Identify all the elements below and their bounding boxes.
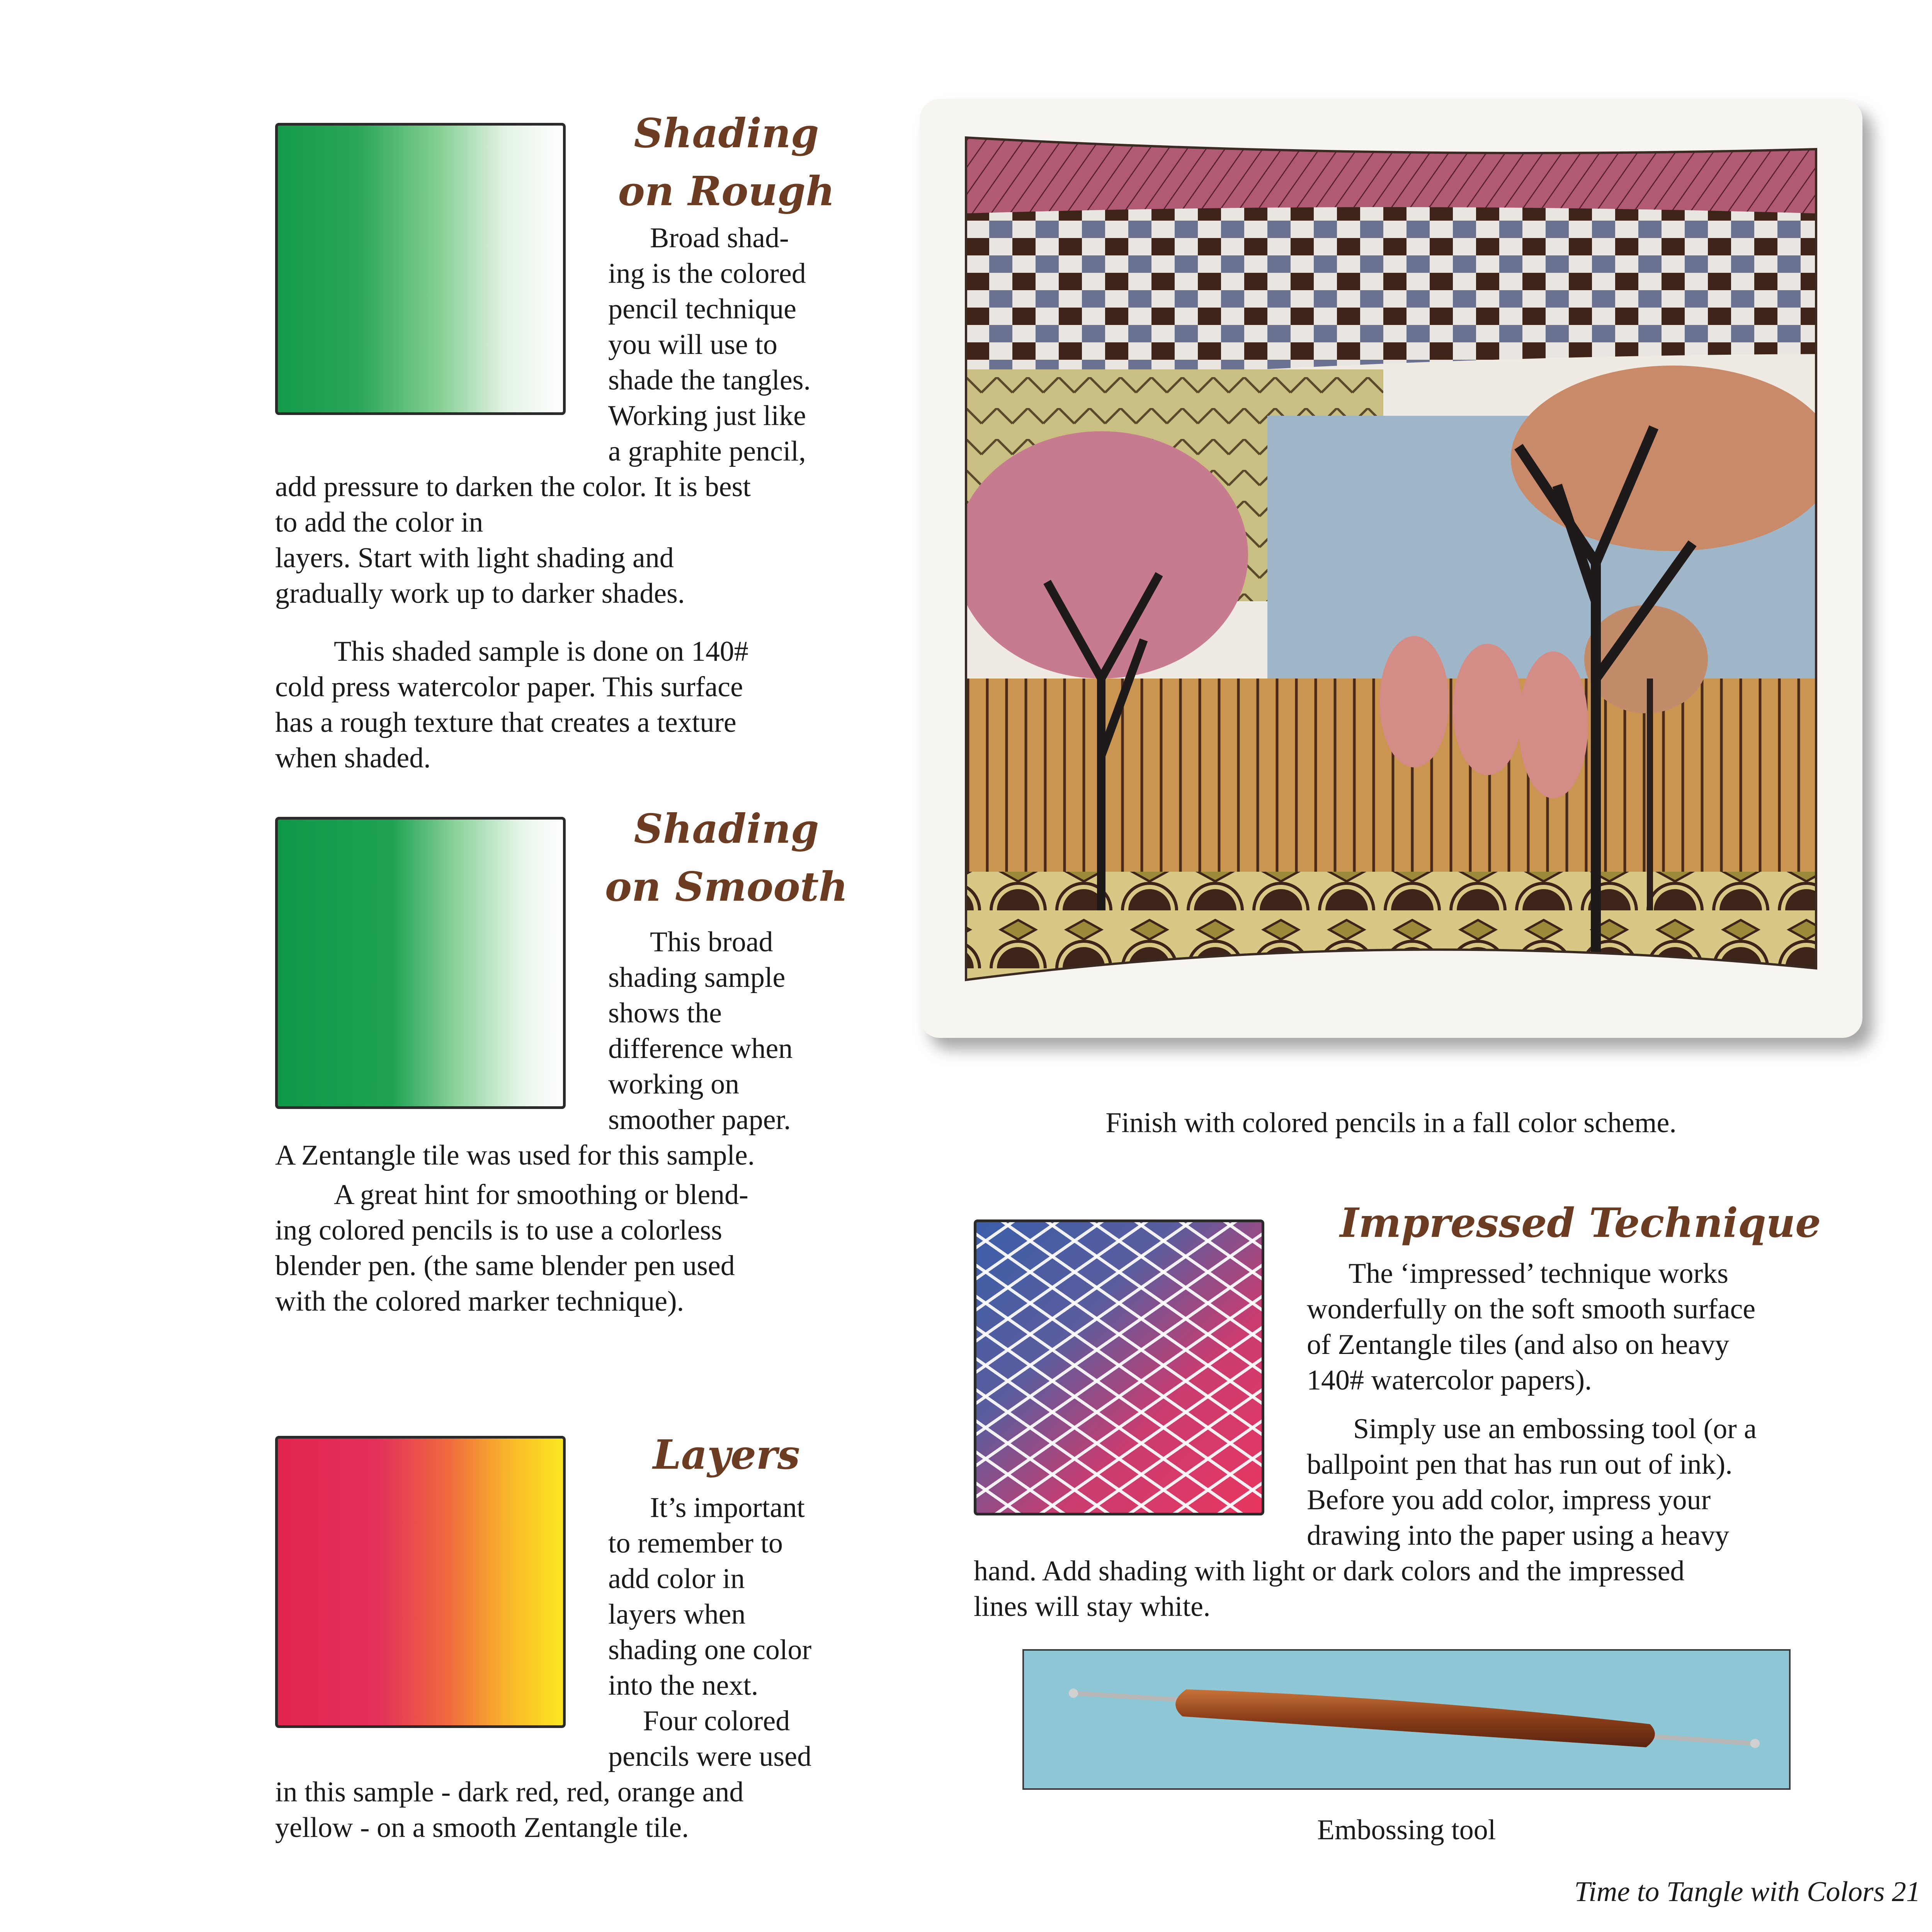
layers-line: shading one color	[608, 1634, 812, 1666]
layers-paragraph-1	[275, 1490, 811, 1703]
page-footer: Time to Tangle with Colors 21	[1574, 1876, 1920, 1908]
rough-heading-line1: Shading	[634, 109, 819, 157]
smooth-line: A great hint for smoothing or blend-	[334, 1179, 748, 1211]
layers-line: in this sample - dark red, red, orange and	[275, 1776, 744, 1808]
impressed-heading: Impressed Technique	[1340, 1199, 1821, 1247]
rough-line: Working just like	[608, 400, 806, 432]
impressed-line: drawing into the paper using a heavy	[1307, 1520, 1730, 1551]
rough-line: pencil technique	[608, 293, 796, 325]
layers-line: yellow - on a smooth Zentangle tile.	[275, 1812, 689, 1844]
layers-paragraph-2	[275, 1703, 811, 1845]
smooth-line: shading sample	[608, 962, 786, 993]
artwork-caption: Finish with colored pencils in a fall color scheme.	[1105, 1107, 1677, 1139]
layers-line: pencils were used	[608, 1741, 812, 1772]
smooth-heading	[587, 800, 866, 916]
smooth-heading-line2: on Smooth	[605, 863, 848, 910]
smooth-line: blender pen. (the same blender pen used	[275, 1250, 735, 1282]
impressed-line: Simply use an embossing tool (or a	[1353, 1413, 1757, 1445]
rough-heading	[587, 104, 866, 220]
impressed-line: ballpoint pen that has run out of ink).	[1307, 1449, 1733, 1480]
impressed-line: of Zentangle tiles (and also on heavy	[1307, 1329, 1730, 1361]
rough-line: layers. Start with light shading and	[275, 542, 674, 574]
smooth-line: working on	[608, 1068, 740, 1100]
layers-line: Four colored	[643, 1705, 790, 1737]
rough-line: when shaded.	[275, 742, 431, 774]
rough-line: gradually work up to darker shades.	[275, 578, 685, 609]
embossing-tool-icon	[1024, 1651, 1789, 1788]
rough-line: This shaded sample is done on 140#	[334, 636, 748, 667]
rough-heading-line2: on Rough	[618, 167, 835, 215]
fall-tangle-drawing	[920, 99, 1862, 1038]
layers-line: add color in	[608, 1563, 745, 1595]
rough-line: has a rough texture that creates a texture	[275, 707, 736, 738]
impressed-paragraph-2	[974, 1411, 1757, 1624]
smooth-heading-line1: Shading	[634, 805, 819, 852]
smooth-paragraph-2	[275, 1177, 748, 1319]
rough-line: a graphite pencil,	[608, 435, 806, 467]
rough-line: add pressure to darken the color. It is best	[275, 471, 751, 503]
impressed-paragraph-1	[974, 1256, 1755, 1398]
smooth-line: This broad	[650, 926, 773, 958]
embossing-tool-photo	[1022, 1649, 1791, 1790]
layers-heading: Layers	[653, 1431, 800, 1478]
smooth-line: difference when	[608, 1033, 793, 1065]
rough-line: to add the color in	[275, 507, 483, 538]
rough-paragraph-1	[275, 220, 811, 611]
impressed-line: Before you add color, impress your	[1307, 1484, 1711, 1516]
smooth-line: with the colored marker technique).	[275, 1286, 684, 1317]
layers-line: to remember to	[608, 1527, 783, 1559]
rough-line: you will use to	[608, 329, 777, 361]
fall-tangle-artwork	[920, 99, 1862, 1038]
layers-line: layers when	[608, 1599, 746, 1630]
impressed-line: lines will stay white.	[974, 1591, 1211, 1622]
layers-line: It’s important	[650, 1492, 805, 1524]
rough-line: cold press watercolor paper. This surface	[275, 671, 743, 703]
rough-line: Broad shad-	[650, 222, 789, 254]
impressed-line: hand. Add shading with light or dark colors and the impressed	[974, 1555, 1685, 1587]
smooth-line: shows the	[608, 997, 722, 1029]
layers-line: into the next.	[608, 1670, 759, 1701]
rough-line: shade the tangles.	[608, 364, 811, 396]
tool-caption: Embossing tool	[1317, 1814, 1496, 1846]
smooth-line: A Zentangle tile was used for this sample.	[275, 1139, 755, 1171]
rough-line: ing is the colored	[608, 258, 806, 289]
impressed-line: The ‘impressed’ technique works	[1349, 1258, 1728, 1289]
smooth-line: ing colored pencils is to use a colorless	[275, 1214, 723, 1246]
impressed-line: 140# watercolor papers).	[1307, 1364, 1592, 1396]
impressed-line: wonderfully on the soft smooth surface	[1307, 1293, 1756, 1325]
smooth-line: smoother paper.	[608, 1104, 791, 1136]
smooth-paragraph-1	[275, 924, 793, 1173]
rough-paragraph-2	[275, 634, 748, 776]
